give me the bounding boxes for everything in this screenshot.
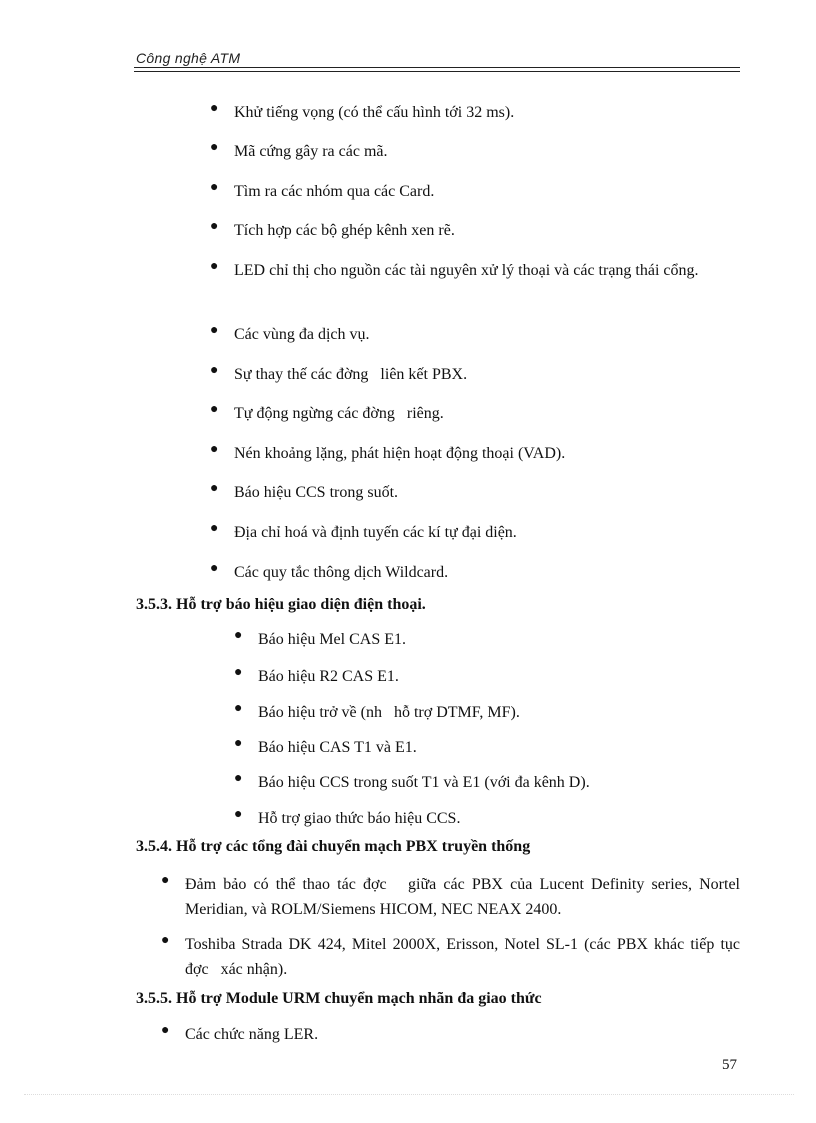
- list-item: [234, 806, 740, 831]
- list-item: [210, 520, 740, 545]
- list-item-text: Các vùng đa dịch vụ.: [234, 326, 370, 343]
- header-rule-top: [134, 67, 740, 68]
- bullet-icon: ●: [210, 259, 219, 274]
- bullet-icon: ●: [210, 561, 219, 576]
- list-item-text: Toshiba Strada DK 424, Mitel 2000X, Erisson, Notel SL-1 (các PBX khác tiếp tục đợc xác nhận).: [185, 936, 744, 978]
- list-item: [210, 100, 740, 125]
- list-item: [210, 322, 740, 347]
- list-item-text: Tìm ra các nhóm qua các Card.: [234, 183, 435, 200]
- list-item: [234, 627, 740, 652]
- list-item: [234, 735, 740, 760]
- list-item-text: Hỗ trợ giao thức báo hiệu CCS.: [258, 810, 461, 827]
- list-item: [210, 480, 740, 505]
- list-item: [210, 179, 740, 204]
- list-item-text: LED chỉ thị cho nguồn các tài nguyên xử lý thoại và các trạng thái cổng.: [234, 262, 699, 279]
- list-item: [210, 139, 740, 164]
- bullet-icon: ●: [210, 101, 219, 116]
- list-item-text: Báo hiệu Mel CAS E1.: [258, 631, 406, 648]
- section-heading: 3.5.3. Hỗ trợ báo hiệu giao diện điện thoại.: [136, 596, 426, 613]
- list-item-text: Các chức năng LER.: [185, 1026, 319, 1043]
- list-item: [234, 700, 740, 725]
- bullet-icon: ●: [210, 323, 219, 338]
- list-item-text: Nén khoảng lặng, phát hiện hoạt động thoại (VAD).: [234, 445, 566, 462]
- bullet-icon: ●: [234, 771, 243, 786]
- bullet-icon: ●: [161, 933, 170, 948]
- list-item-text: Tích hợp các bộ ghép kênh xen rẽ.: [234, 222, 455, 239]
- list-item-text: Sự thay thế các đờng liên kết PBX.: [234, 366, 468, 383]
- section-heading: 3.5.4. Hỗ trợ các tổng đài chuyển mạch PBX truyền thống: [136, 838, 531, 855]
- list-item-text: Địa chỉ hoá và định tuyến các kí tự đại diện.: [234, 524, 517, 541]
- footer-divider: [24, 1094, 794, 1095]
- list-item-text: Báo hiệu trở về (nh hỗ trợ DTMF, MF).: [258, 704, 520, 721]
- list-item: [210, 218, 740, 243]
- bullet-icon: ●: [210, 442, 219, 457]
- list-item-text: Khử tiếng vọng (có thể cấu hình tới 32 ms).: [234, 104, 515, 121]
- list-item-text: Báo hiệu CCS trong suốt.: [234, 484, 399, 501]
- list-item: [234, 770, 740, 795]
- list-item: [161, 932, 744, 982]
- list-item: [210, 258, 740, 283]
- running-header-title: Công nghệ ATM: [136, 50, 241, 66]
- page-number: 57: [722, 1057, 737, 1073]
- bullet-icon: ●: [234, 807, 243, 822]
- list-item-text: Báo hiệu CCS trong suốt T1 và E1 (với đa kênh D).: [258, 774, 590, 791]
- list-item: [234, 664, 740, 689]
- list-item: [210, 401, 740, 426]
- bullet-icon: ●: [161, 1023, 170, 1038]
- bullet-icon: ●: [210, 363, 219, 378]
- list-item-text: Tự động ngừng các đờng riêng.: [234, 405, 444, 422]
- bullet-icon: ●: [210, 140, 219, 155]
- bullet-icon: ●: [210, 180, 219, 195]
- section-heading: 3.5.5. Hỗ trợ Module URM chuyển mạch nhãn đa giao thức: [136, 990, 542, 1007]
- bullet-icon: ●: [234, 736, 243, 751]
- list-item-text: Đảm bảo có thể thao tác đợc giữa các PBX của Lucent Definity series, Nortel Meridian, và ROLM/Siemens HICOM, NEC NEAX 2400.: [185, 876, 744, 918]
- list-item-text: Báo hiệu R2 CAS E1.: [258, 668, 399, 685]
- bullet-icon: ●: [210, 402, 219, 417]
- list-item-text: Các quy tắc thông dịch Wildcard.: [234, 564, 449, 581]
- list-item-text: Báo hiệu CAS T1 và E1.: [258, 739, 417, 756]
- bullet-icon: ●: [210, 481, 219, 496]
- bullet-icon: ●: [234, 701, 243, 716]
- list-item-text: Mã cứng gây ra các mã.: [234, 143, 388, 160]
- list-item: [210, 441, 740, 466]
- header-rule-bottom: [134, 71, 740, 72]
- bullet-icon: ●: [234, 665, 243, 680]
- list-item: [161, 872, 744, 922]
- bullet-icon: ●: [234, 628, 243, 643]
- list-item: [161, 1022, 740, 1047]
- list-item: [210, 560, 740, 585]
- list-item: [210, 362, 740, 387]
- bullet-icon: ●: [210, 521, 219, 536]
- bullet-icon: ●: [210, 219, 219, 234]
- bullet-icon: ●: [161, 873, 170, 888]
